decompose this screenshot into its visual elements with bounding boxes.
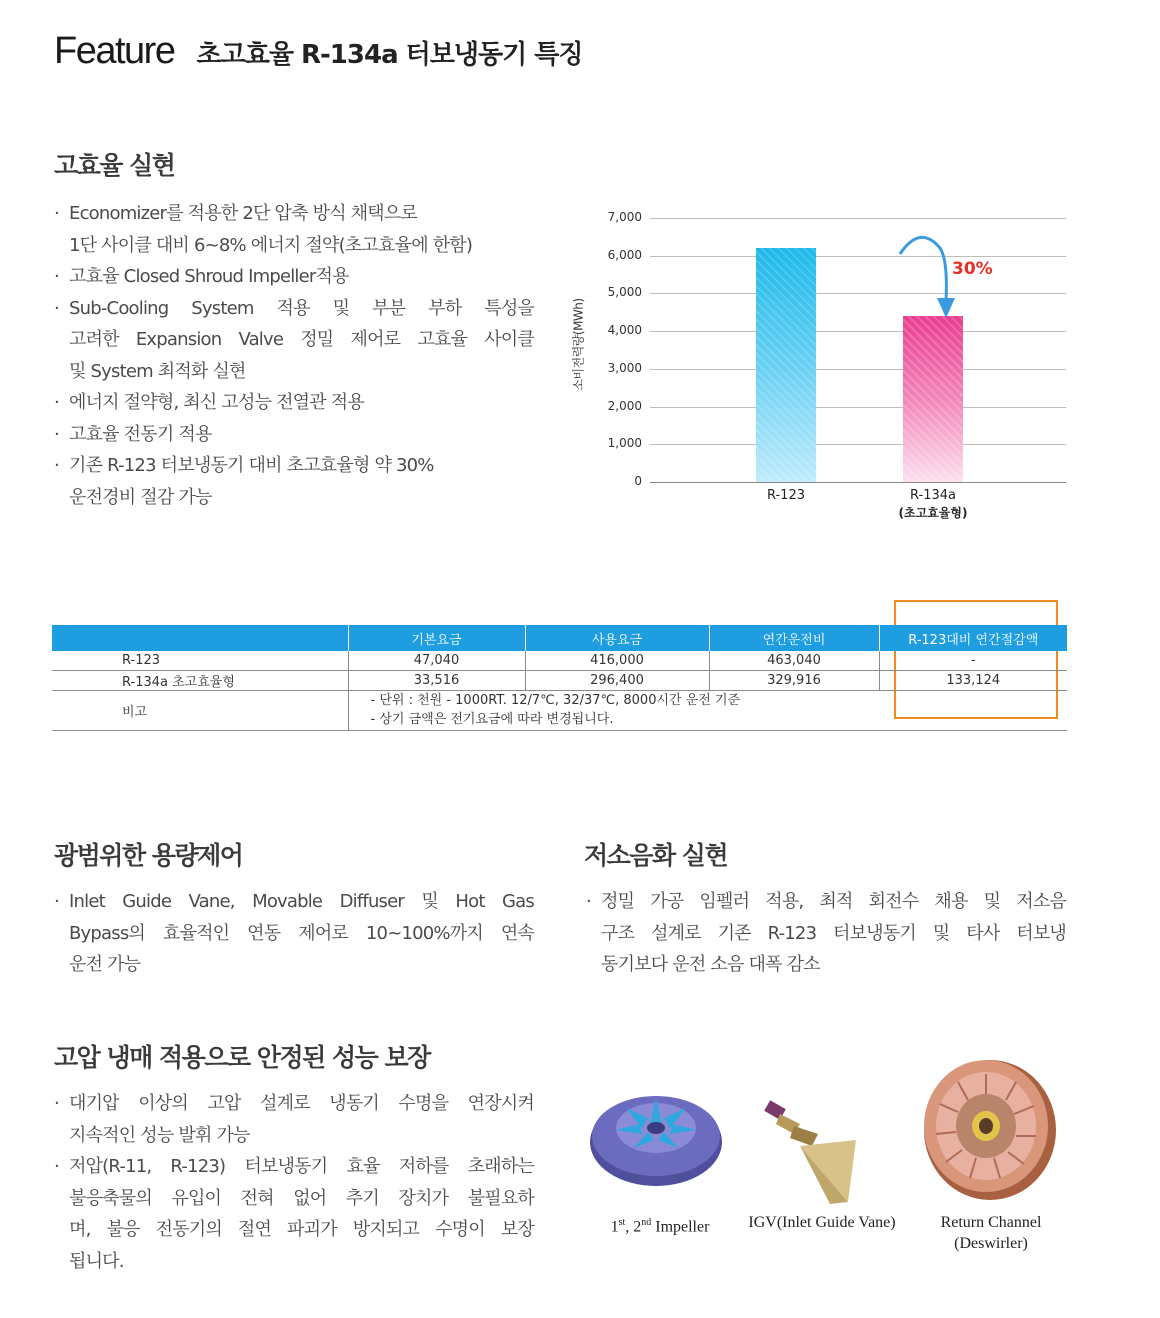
chart-gridline (650, 369, 1066, 370)
capacity-bullet-list (52, 886, 534, 981)
chart-gridline (650, 407, 1066, 408)
chart-gridline (650, 331, 1066, 332)
section-title-efficiency: 고효율 실현 (54, 151, 175, 180)
power-consumption-chart (560, 200, 1100, 540)
table-cell: 47,040 (348, 651, 525, 670)
efficiency-bullet-cont: 고려한 Expansion Valve 정밀 제어로 고효율 사이클 (69, 329, 534, 350)
table-header-cell: 연간운전비 (709, 625, 879, 651)
pressure-bullet: · 저압(R-11, R-123) 터보냉동기 효율 저하를 초래하는 (52, 1151, 534, 1183)
impeller-icon (586, 1078, 726, 1198)
table-header-cell: 기본요금 (348, 625, 525, 651)
table-note-label: 비고 (52, 690, 348, 730)
chart-y-tick-label: 6,000 (607, 247, 642, 262)
capacity-bullet-cont: 운전 가능 (69, 954, 141, 975)
table-note-line: - 단위 : 천원 - 1000RT. 12/7℃, 32/37℃, 8000시간 운전 기준 (370, 693, 741, 708)
capacity-bullet-cont: Bypass의 효율적인 연동 제어로 10~100%까지 연속 (69, 922, 534, 944)
chart-y-tick-label: 2,000 (607, 398, 642, 413)
noise-bullet-cont: 구조 설계로 기존 R-123 터보냉동기 및 타사 터보냉 (601, 922, 1066, 944)
table-cell: R-123 (52, 651, 348, 670)
chart-y-tick-label: 4,000 (607, 323, 642, 338)
pressure-bullet-cont: 며, 불응 전동기의 절연 파괴가 방지되고 수명이 보장 (69, 1219, 534, 1240)
pressure-bullet-cont: 불응축물의 유입이 전혀 없어 추기 장치가 불필요하 (69, 1187, 534, 1209)
table-cell: - (879, 651, 1067, 670)
table-row (52, 651, 1067, 670)
page-header (54, 30, 583, 73)
chart-y-tick-label: 5,000 (607, 285, 642, 300)
header-title-ko: 초고효율 R-134a 터보냉동기 특징 (196, 40, 583, 70)
chart-bar-r134a (903, 316, 963, 482)
efficiency-bullet: · 에너지 절약형, 최신 고성능 전열관 적용 (52, 387, 534, 419)
efficiency-bullet: · Sub-Cooling System 적용 및 부분 부하 특성을 (52, 293, 534, 325)
chart-x-label-r134a: R-134a (910, 488, 956, 503)
capacity-bullet: · Inlet Guide Vane, Movable Diffuser 및 Hot Gas (52, 886, 534, 918)
operating-cost-table (52, 625, 1067, 731)
table-header-cell: R-123대비 연간절감액 (879, 625, 1067, 651)
reduction-percent-label: 30% (952, 259, 993, 279)
impeller-caption: 1st, 2nd Impeller (610, 1217, 710, 1236)
efficiency-bullet: · 고효율 Closed Shroud Impeller적용 (52, 261, 534, 293)
table-cell: 133,124 (879, 670, 1067, 690)
chart-gridline (650, 444, 1066, 445)
efficiency-bullet: · 기존 R-123 터보냉동기 대비 초고효율형 약 30% 운전경비 절감 가능 (52, 450, 534, 513)
pressure-bullet: · 대기압 이상의 고압 설계로 냉동기 수명을 연장시켜 (52, 1088, 534, 1120)
table-cell: 33,516 (348, 670, 525, 690)
table-note-line: - 상기 금액은 전기요금에 따라 변경됩니다. (370, 712, 614, 727)
chart-x-sublabel-r134a: (초고효율형) (898, 506, 968, 520)
section-title-capacity: 광범위한 용량제어 (54, 841, 243, 870)
table-cell: 463,040 (709, 651, 879, 670)
efficiency-bullet: · Economizer를 적용한 2단 압축 방식 채택으로 1단 사이클 대비 6~8% 에너지 절약(초고효율에 한함) (52, 198, 534, 261)
noise-bullet-cont: 동기보다 운전 소음 대폭 감소 (601, 954, 820, 975)
table-note-row (52, 690, 1067, 730)
chart-gridline (650, 482, 1066, 483)
chart-gridline (650, 218, 1066, 219)
chart-bar-r123 (756, 248, 816, 482)
component-figures (580, 1050, 1080, 1280)
table-cell: R-134a 초고효율형 (52, 670, 348, 690)
section-title-noise: 저소음화 실현 (584, 841, 728, 870)
table-header-cell: 사용요금 (525, 625, 709, 651)
chart-gridline (650, 256, 1066, 257)
chart-y-tick-label: 7,000 (607, 210, 642, 224)
section-title-pressure: 고압 냉매 적용으로 안정된 성능 보장 (54, 1043, 430, 1072)
chart-y-tick-label: 0 (634, 474, 642, 488)
pressure-bullet-cont: 됩니다. (69, 1250, 124, 1272)
pressure-bullet-cont: 지속적인 성능 발휘 가능 (69, 1124, 250, 1146)
chart-y-axis-title: 소비전력량(MWh) (571, 298, 586, 391)
pressure-bullet-list (52, 1088, 534, 1277)
chart-y-tick-label: 1,000 (607, 436, 642, 451)
chart-y-tick-label: 3,000 (607, 360, 642, 375)
table-note-cell (348, 690, 1067, 730)
table-cell: 416,000 (525, 651, 709, 670)
efficiency-bullet-list (52, 198, 534, 513)
table-header-row (52, 625, 1067, 651)
inlet-guide-vane-icon (760, 1100, 880, 1210)
igv-caption: IGV(Inlet Guide Vane) (748, 1214, 896, 1231)
table-cell: 329,916 (709, 670, 879, 690)
noise-bullet-list (584, 886, 1066, 981)
header-title-en: Feature (54, 30, 175, 72)
noise-bullet: · 정밀 가공 임펠러 적용, 최적 회전수 채용 및 저소음 (584, 886, 1066, 918)
table-row (52, 670, 1067, 690)
chart-gridline (650, 293, 1066, 294)
reduction-arrow-icon (890, 230, 960, 325)
chart-x-label-r123: R-123 (766, 488, 805, 503)
efficiency-bullet: · 고효율 전동기 적용 (52, 419, 534, 451)
table-cell: 296,400 (525, 670, 709, 690)
efficiency-bullet-cont: 및 System 최적화 실현 (69, 360, 246, 382)
table-header-cell (52, 625, 348, 651)
return-channel-caption: Return Channel (Deswirler) (940, 1214, 1042, 1252)
return-channel-icon (916, 1050, 1056, 1200)
